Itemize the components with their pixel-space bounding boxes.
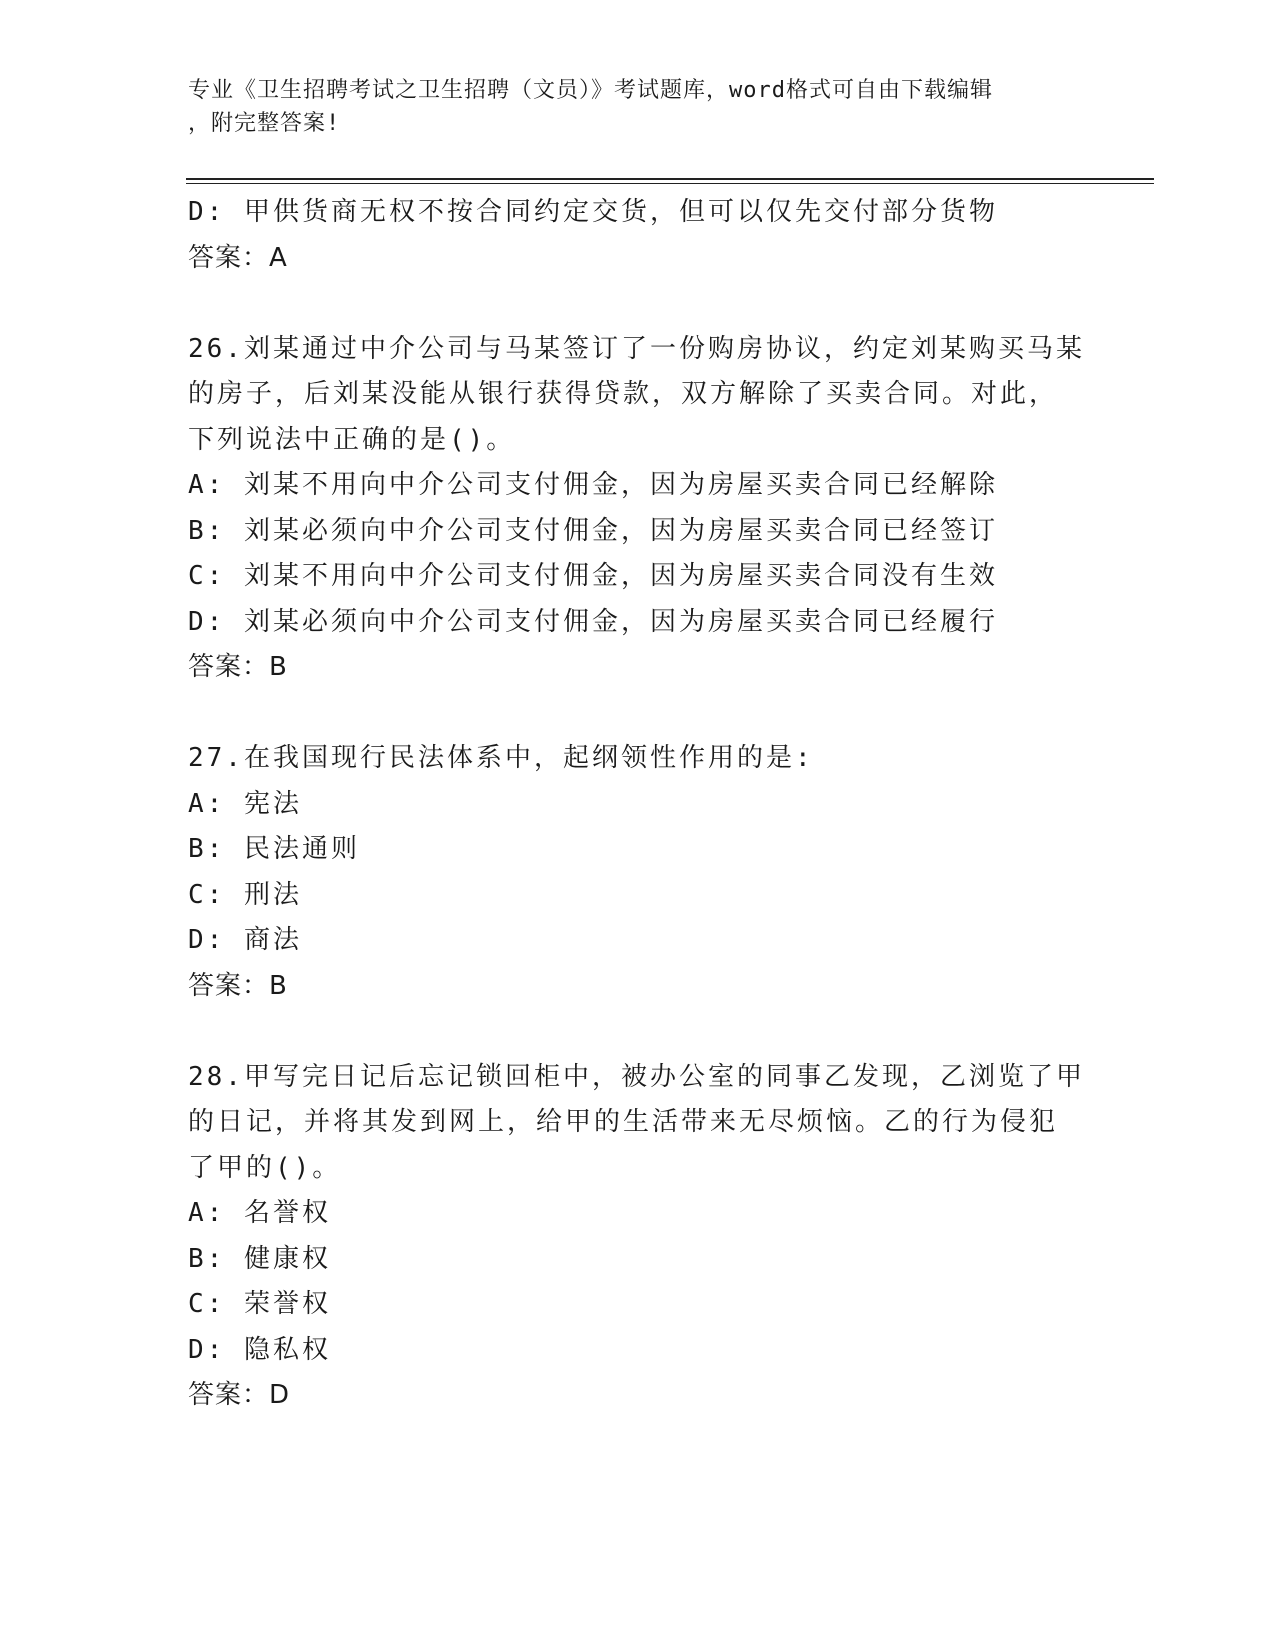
option-d: D: 刘某必须向中介公司支付佣金，因为房屋买卖合同已经履行 — [188, 606, 998, 637]
option-a: A: 刘某不用向中介公司支付佣金，因为房屋买卖合同已经解除 — [188, 470, 998, 500]
header-rule-thin — [186, 183, 1154, 184]
option-b: B: 民法通则 — [188, 834, 360, 864]
question-stem-line: 下列说法中正确的是()。 — [188, 424, 516, 455]
spacer — [188, 281, 1088, 327]
question-stem-line: 的房子，后刘某没能从银行获得贷款，双方解除了买卖合同。对此， — [188, 379, 1059, 409]
question-stem-line: 27.在我国现行民法体系中，起纲领性作用的是: — [188, 743, 814, 773]
spacer — [188, 1009, 1088, 1055]
question-stem-line: 了甲的()。 — [188, 1152, 342, 1183]
question-stem-line: 的日记，并将其发到网上，给甲的生活带来无尽烦恼。乙的行为侵犯 — [188, 1107, 1059, 1137]
spacer — [188, 691, 1088, 737]
question-26 — [188, 327, 1088, 691]
option-c: C: 荣誉权 — [188, 1289, 331, 1319]
option-c: C: 刑法 — [188, 879, 302, 910]
answer: 答案：D — [188, 1380, 291, 1410]
prev-answer: 答案：A — [188, 242, 288, 273]
option-d: D: 商法 — [188, 925, 302, 955]
question-stem-line: 28.甲写完日记后忘记锁回柜中，被办公室的同事乙发现，乙浏览了甲 — [188, 1061, 1085, 1092]
option-b: B: 刘某必须向中介公司支付佣金，因为房屋买卖合同已经签订 — [188, 515, 998, 546]
question-content — [188, 190, 1088, 1419]
answer: 答案：B — [188, 970, 288, 1001]
page-header — [188, 74, 1068, 140]
answer: 答案：B — [188, 652, 288, 682]
question-stem-line: 26.刘某通过中介公司与马某签订了一份购房协议，约定刘某购买马某 — [188, 333, 1085, 364]
header-rule — [186, 178, 1154, 180]
option-a: A: 名誉权 — [188, 1198, 331, 1228]
question-28 — [188, 1055, 1088, 1419]
header-line-1: 专业《卫生招聘考试之卫生招聘（文员）》考试题库，word格式可自由下载编辑 — [188, 78, 993, 103]
header-line-2: ，附完整答案! — [188, 111, 341, 136]
option-a: A: 宪法 — [188, 788, 302, 819]
option-b: B: 健康权 — [188, 1243, 331, 1274]
option-d: D: 隐私权 — [188, 1334, 331, 1365]
prev-option-d: D: 甲供货商无权不按合同约定交货，但可以仅先交付部分货物 — [188, 197, 998, 227]
option-c: C: 刘某不用向中介公司支付佣金，因为房屋买卖合同没有生效 — [188, 561, 998, 591]
question-27 — [188, 736, 1088, 1009]
